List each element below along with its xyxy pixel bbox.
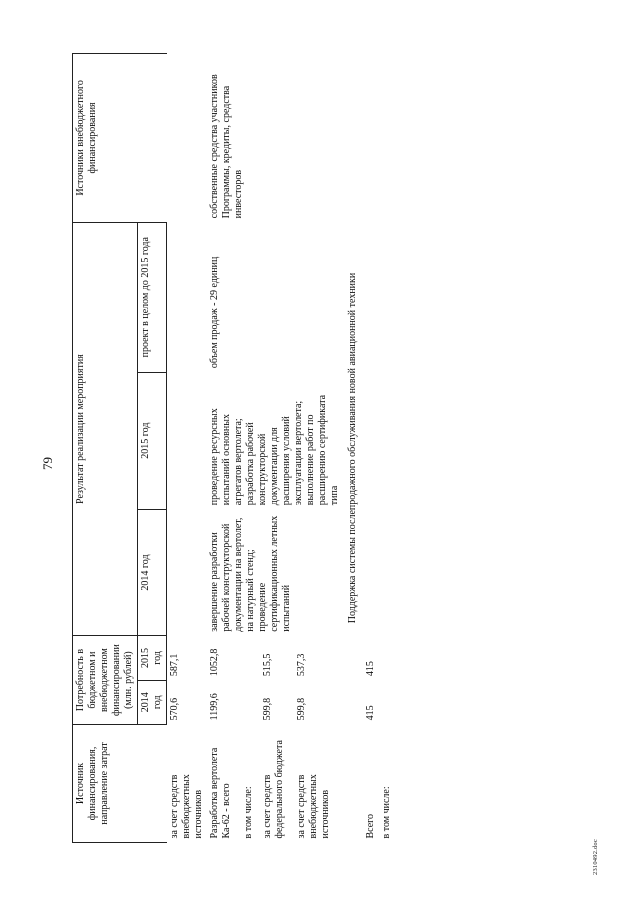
header-result: Результат реализации мероприятия — [73, 222, 138, 635]
extra-sources: собственные средства участников Программы, кредиты, средства инвесторов — [208, 74, 244, 219]
financing-table — [72, 53, 395, 843]
header-extra-sources: Источники внебюджетного финансирования — [73, 54, 167, 223]
value-2014: 1199,6 — [208, 693, 220, 721]
result-2015: проведение ресурсных испытаний основных агрегатов вертолета; разработка рабочей конструкторской документации для расширения условий эксплуатации вертолета; выполнение работ по расширению сертификата типа — [208, 394, 340, 506]
page-number: 79 — [40, 457, 55, 470]
section-heading-row — [343, 54, 363, 843]
value-2015: 587,1 — [169, 653, 180, 677]
header-need-2014: 2014 год — [138, 680, 167, 724]
value-2014: 599,8 — [295, 697, 307, 721]
value-2014: 599,8 — [261, 697, 273, 721]
value-2015: 537,3 — [295, 653, 307, 677]
row-label: в том числе: — [242, 786, 254, 839]
table-row — [207, 54, 241, 843]
result-2014: завершение разработки рабочей конструкторской документации на вертолет, на натурный стенд; проведение сертификационных летных испытаний — [208, 515, 292, 632]
header-source: Источник финансирования, направление затрат — [73, 724, 167, 842]
row-label: Всего — [364, 813, 376, 839]
row-label: за счет средств внебюджетных источников — [295, 774, 331, 839]
row-label: за счет средств внебюджетных источников — [168, 774, 204, 839]
value-2014: 415 — [364, 705, 376, 721]
footer-filename: 2310492.doc — [592, 839, 599, 875]
value-2015: 415 — [364, 661, 376, 677]
section-title: Поддержка системы послепродажного обслуживания новой авиационной техники — [346, 272, 358, 624]
row-label: Разработка вертолета Ка-62 - всего — [208, 747, 232, 839]
header-need: Потребность в бюджетном и внебюджетном финансировании (млн. рублей) — [73, 636, 138, 725]
table-row — [363, 54, 379, 843]
result-project: объем продаж - 29 единиц — [208, 256, 220, 369]
value-2014: 570,6 — [169, 697, 180, 721]
row-label: за счет средств федерального бюджета — [261, 740, 285, 839]
table-row — [167, 54, 207, 843]
rotated-page-content — [30, 30, 610, 875]
table-row — [379, 54, 395, 843]
value-2015: 515,5 — [261, 653, 273, 677]
header-result-2015: 2015 год — [138, 372, 167, 509]
header-result-2014: 2014 год — [138, 509, 167, 636]
header-need-2015: 2015 год — [138, 636, 167, 680]
header-result-project: проект в целом до 2015 года — [138, 222, 167, 372]
row-label: в том числе: — [380, 786, 392, 839]
value-2015: 1052,8 — [208, 648, 220, 677]
